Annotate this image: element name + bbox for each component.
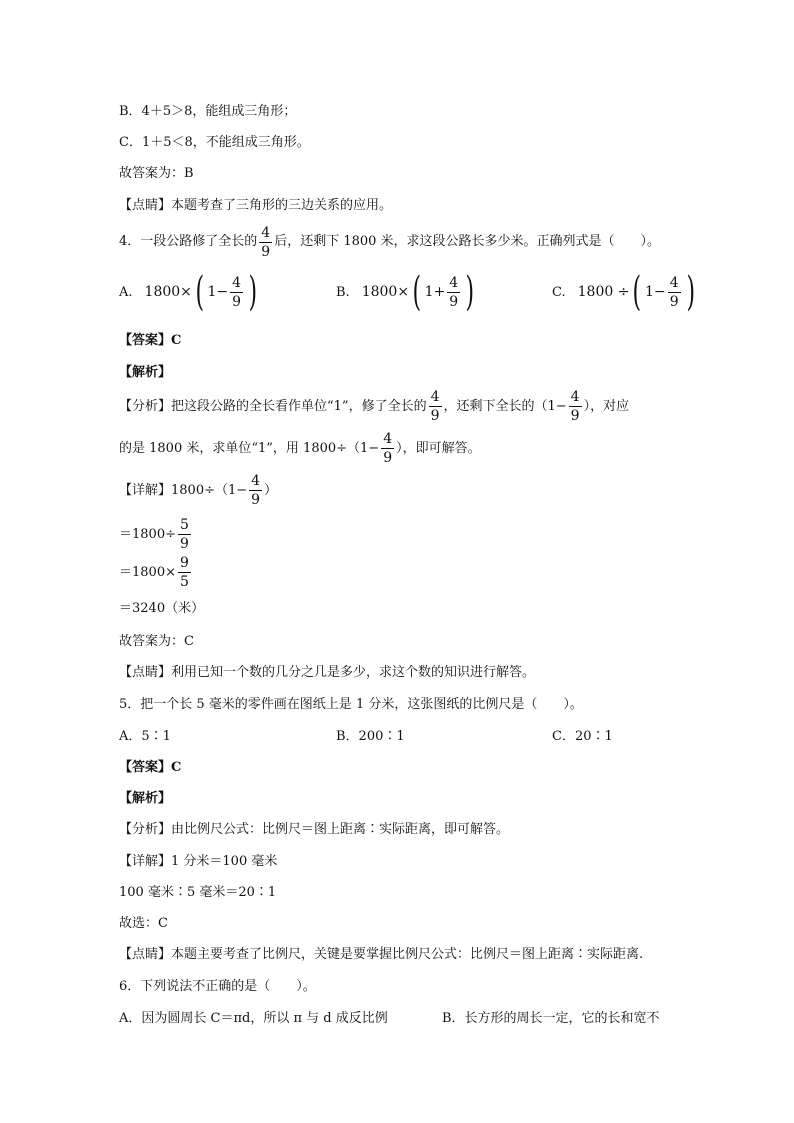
solution-step: ＝1800× $\frac{9}{5}$ — [119, 555, 189, 590]
text-line: 故答案为：C — [119, 634, 194, 649]
solution-step: ＝3240（米） — [119, 601, 205, 616]
analysis-heading: 【解析】 — [119, 365, 172, 380]
question-5: 5．把一个长 5 毫米的零件画在图纸上是 1 分米，这张图纸的比例尺是（ ）。 — [119, 697, 583, 712]
fraction: $\frac{4}{9}$ — [261, 224, 271, 260]
text-line: C．1＋5＜8，不能组成三角形。 — [119, 135, 310, 150]
option-c: C. 1800 ÷ ( 1− $\frac{4}{9}$ ) — [552, 269, 695, 315]
option-c: C．20∶1 — [552, 729, 613, 744]
solution: 【详解】1 分米＝100 毫米 — [119, 854, 278, 869]
answer: 【答案】C — [119, 760, 182, 775]
question-text: 4．一段公路修了全长的 — [119, 234, 258, 249]
text-line: 故答案为：B — [119, 166, 194, 181]
text-line: 【点睛】利用已知一个数的几分之几是多少，求这个数的知识进行解答。 — [119, 665, 536, 680]
option-b: B．长方形的周长一定，它的长和宽不 — [442, 1011, 660, 1026]
answer: 【答案】C — [119, 333, 182, 348]
solution: 【详解】1800÷（1− $\frac{4}{9}$ ） — [119, 473, 278, 508]
text-line: 故选：C — [119, 916, 168, 931]
question-4 — [119, 222, 660, 262]
solution-step: 100 毫米∶5 毫米＝20∶1 — [119, 885, 277, 900]
text-line: 【点睛】本题考查了三角形的三边关系的应用。 — [119, 198, 393, 213]
option-a: A．5∶1 — [119, 729, 171, 744]
option-b: B. 1800× ( 1+ $\frac{4}{9}$ ) — [336, 269, 475, 315]
question-text: 后，还剩下 1800 米，求这段公路长多少米。正确列式是（ ）。 — [274, 234, 661, 249]
text-line: B．4＋5＞8，能组成三角形； — [119, 104, 297, 119]
question-6: 6．下列说法不正确的是（ ）。 — [119, 979, 316, 994]
analysis: 【分析】把这段公路的全长看作单位“1”，修了全长的 $\frac{4}{9}$ ，还剩下全长的（1− $\frac{4}{9}$ ），对应 — [119, 389, 630, 424]
analysis: 【分析】由比例尺公式：比例尺＝图上距离∶实际距离，即可解答。 — [119, 822, 510, 837]
analysis: 的是 1800 米，求单位“1”，用 1800÷（1− $\frac{4}{9}$ ），即可解答。 — [119, 431, 481, 466]
option-a: A. 1800× ( 1− $\frac{4}{9}$ ) — [119, 269, 258, 315]
text-line: 【点睛】本题主要考查了比例尺，关键是要掌握比例尺公式：比例尺＝图上距离∶实际距离. — [119, 947, 644, 962]
option-b: B．200∶1 — [336, 729, 405, 744]
solution-step: ＝1800÷ $\frac{5}{9}$ — [119, 517, 189, 552]
option-a: A．因为圆周长 C＝πd，所以 π 与 d 成反比例 — [119, 1011, 388, 1026]
analysis-heading: 【解析】 — [119, 791, 172, 806]
